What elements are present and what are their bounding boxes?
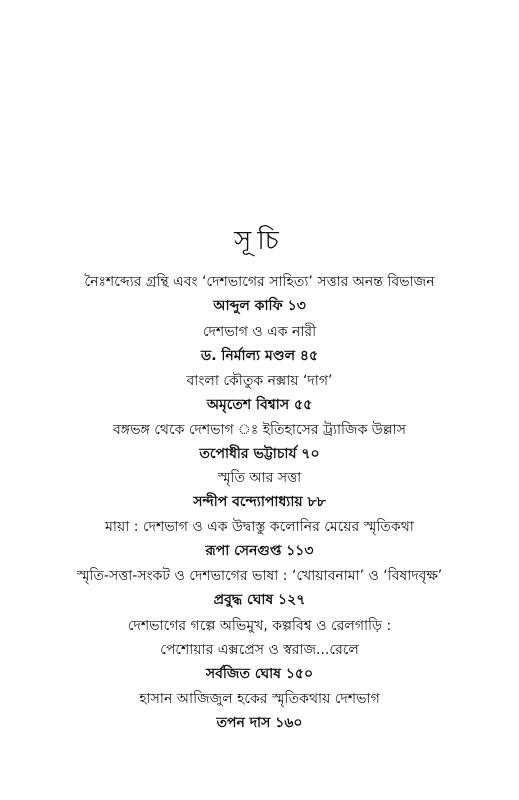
entry-title: বঙ্গভঙ্গ থেকে দেশভাগ ঃ ইতিহাসের ট্র্যাজিক উল্লাস <box>113 422 406 438</box>
page-title: সূচি <box>234 226 285 256</box>
entry-author-page: প্রবুদ্ধ ঘোষ ১২৭ <box>213 592 306 608</box>
entry-author-page: সর্বজিত ঘোষ ১৫০ <box>205 666 314 682</box>
entry-title: নৈঃশব্দ্যের গ্রন্থি এবং ‘দেশভাগের সাহিত্য’ সত্তার অনন্ত বিভাজন <box>84 274 435 290</box>
toc-entry <box>0 689 519 733</box>
entry-author-page: অমৃতেশ বিশ্বাস ৫৫ <box>206 397 313 413</box>
entry-title-continued: পেশোয়ার এক্সপ্রেস ও স্বরাজ...রেলে <box>160 642 359 658</box>
toc-entry <box>0 420 519 464</box>
toc-entry <box>0 468 519 512</box>
toc-entry <box>0 272 519 316</box>
entry-title: দেশভাগের গল্পে অভিমুখ, কল্পবিশ্ব ও রেলগাড়ি : <box>127 618 392 634</box>
entry-author-page: তপোধীর ভট্টাচার্য ৭০ <box>199 446 320 462</box>
toc-entry <box>0 322 519 366</box>
entry-author-page: ড. নির্মাল্য মণ্ডল ৪৫ <box>200 348 319 364</box>
toc-entry <box>0 566 519 610</box>
entry-title: স্মৃতি আর সত্তা <box>217 470 302 486</box>
toc-entry <box>0 371 519 415</box>
entry-title: স্মৃতি-সত্তা-সংকট ও দেশভাগের ভাষা : ‘খোয়াবনামা’ ও ‘বিষাদবৃক্ষ’ <box>76 568 443 584</box>
entry-author-page: তপন দাস ১৬০ <box>216 715 303 731</box>
toc-entry <box>0 517 519 561</box>
toc-entry <box>0 616 519 684</box>
entry-author-page: আব্দুল কাফি ১৩ <box>213 298 306 314</box>
entry-title: দেশভাগ ও এক নারী <box>202 324 317 340</box>
entry-title: হাসান আজিজুল হকের স্মৃতিকথায় দেশভাগ <box>139 691 380 707</box>
entry-author-page: সন্দীপ বন্দ্যোপাধ্যায় ৮৮ <box>193 494 326 510</box>
entry-title: মায়া : দেশভাগ ও এক উদ্বাস্তু কলোনির মেয়ের স্মৃতিকথা <box>105 519 414 535</box>
entry-title: বাংলা কৌতুক নক্সায় ‘দাগ’ <box>186 373 333 389</box>
entry-author-page: রূপা সেনগুপ্ত ১১৩ <box>205 543 314 559</box>
